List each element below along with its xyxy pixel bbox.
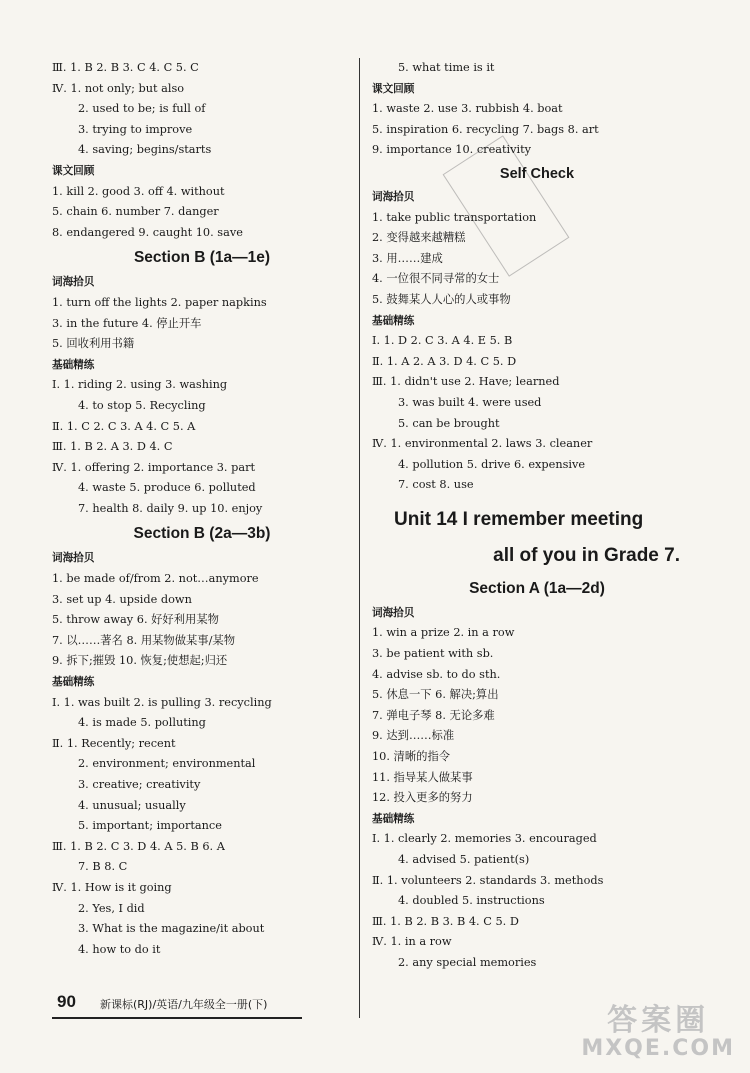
answer-line: 11. 指导某人做某事 [372, 770, 473, 784]
subsection-heading: 词海拾贝 [52, 552, 95, 565]
answer-line: 7. 以……著名 8. 用某物做某事/某物 [52, 633, 235, 647]
subsection-heading: 词海拾贝 [372, 606, 415, 619]
section-title: Section B (2a—3b) [133, 525, 271, 543]
unit-title: Unit 14 I remember meeting [394, 508, 644, 530]
answer-line: Ⅲ. 1. didn't use 2. Have; learned [372, 375, 560, 389]
answer-line: 3. What is the magazine/it about [78, 922, 265, 936]
watermark [581, 1003, 735, 1063]
answer-line: 1. waste 2. use 3. rubbish 4. boat [372, 102, 563, 116]
watermark-line-2: MXQE.COM [581, 1036, 735, 1061]
answer-line: 2. Yes, I did [78, 901, 145, 915]
answer-line: Ⅳ. 1. not only; but also [52, 81, 185, 95]
answer-line: 1. win a prize 2. in a row [372, 626, 515, 640]
answer-line: Ⅱ. 1. C 2. C 3. A 4. C 5. A [52, 419, 196, 433]
answer-line: Ⅳ. 1. environmental 2. laws 3. cleaner [372, 437, 593, 451]
answer-line: 4. pollution 5. drive 6. expensive [398, 457, 586, 471]
answer-line: Ⅲ. 1. B 2. B 3. C 4. C 5. C [52, 61, 199, 74]
answer-line: Ⅳ. 1. offering 2. importance 3. part [52, 460, 256, 474]
subsection-heading: 课文回顾 [372, 82, 415, 95]
subsection-heading: 基础精练 [52, 358, 95, 371]
subsection-heading: 词海拾贝 [52, 276, 95, 289]
answer-line: 7. B 8. C [78, 860, 128, 874]
subsection-heading: 基础精练 [372, 314, 415, 327]
footer-rule [52, 1017, 302, 1019]
answer-line: Ⅰ. 1. was built 2. is pulling 3. recycling [52, 695, 272, 709]
answer-line: 5. what time is it [398, 61, 495, 74]
answer-line: 7. 弹电子琴 8. 无论多难 [372, 708, 495, 722]
answer-line: 1. be made of/from 2. not…anymore [52, 572, 259, 586]
answer-line: 12. 投入更多的努力 [372, 791, 473, 805]
answer-line: 5. 回收利用书籍 [52, 337, 135, 351]
answer-line: 7. health 8. daily 9. up 10. enjoy [78, 501, 263, 515]
answer-line: Ⅱ. 1. A 2. A 3. D 4. C 5. D [372, 354, 517, 368]
answer-line: 5. can be brought [398, 416, 500, 430]
answer-line: 9. 拆下;摧毁 10. 恢复;使想起;归还 [52, 654, 228, 668]
answer-line: 1. kill 2. good 3. off 4. without [52, 184, 225, 198]
page-number: 90 [57, 992, 76, 1011]
answer-line: 10. 清晰的指令 [372, 750, 451, 764]
section-title: Section B (1a—1e) [133, 249, 271, 267]
answer-line: 2. any special memories [398, 955, 537, 969]
subsection-heading: 词海拾贝 [372, 190, 415, 203]
answer-line: 4. saving; begins/starts [78, 143, 212, 157]
answer-line: 5. important; importance [78, 819, 222, 833]
answer-line: 5. inspiration 6. recycling 7. bags 8. art [372, 122, 599, 136]
subsection-heading: 基础精练 [372, 812, 415, 825]
answer-line: 3. in the future 4. 停止开车 [52, 316, 202, 330]
unit-title: all of you in Grade 7. [493, 544, 680, 566]
subsection-heading: 课文回顾 [52, 164, 95, 177]
answer-line: 2. environment; environmental [78, 757, 256, 771]
answer-line: Ⅰ. 1. riding 2. using 3. washing [52, 378, 228, 392]
answer-line: 4. how to do it [78, 942, 161, 956]
answer-line: 4. unusual; usually [78, 798, 186, 812]
column-divider [359, 58, 360, 1018]
left-column [52, 58, 352, 960]
subsection-heading: 基础精练 [52, 676, 95, 689]
answer-line: 2. 变得越来越糟糕 [372, 231, 466, 245]
answer-line: 5. throw away 6. 好好利用某物 [52, 613, 219, 627]
right-column [372, 58, 702, 974]
answer-line: 5. 鼓舞某人人心的人或事物 [372, 292, 511, 306]
answer-line: Ⅰ. 1. D 2. C 3. A 4. E 5. B [372, 334, 513, 348]
answer-line: 4. advise sb. to do sth. [372, 667, 501, 681]
watermark-line-1: 答案圈 [607, 1003, 710, 1038]
answer-line: 4. doubled 5. instructions [398, 894, 545, 908]
answer-line: 3. was built 4. were used [398, 395, 542, 409]
answer-line: 3. set up 4. upside down [52, 592, 192, 606]
answer-line: Ⅱ. 1. volunteers 2. standards 3. methods [372, 873, 604, 887]
answer-line: Ⅱ. 1. Recently; recent [52, 736, 176, 750]
answer-line: 4. 一位很不同寻常的女士 [372, 272, 500, 286]
footer-book-info: 新课标(RJ)/英语/九年级全一册(下) [100, 998, 268, 1011]
answer-line: 4. to stop 5. Recycling [78, 398, 206, 412]
answer-line: Ⅲ. 1. B 2. B 3. B 4. C 5. D [372, 914, 519, 928]
answer-line: Ⅲ. 1. B 2. A 3. D 4. C [52, 440, 173, 454]
answer-line: 3. be patient with sb. [372, 647, 494, 661]
answer-line: 7. cost 8. use [398, 478, 474, 492]
answer-line: Ⅳ. 1. in a row [372, 935, 452, 949]
answer-line: 5. chain 6. number 7. danger [52, 205, 219, 219]
section-title: Section A (1a—2d) [469, 579, 605, 597]
section-title: Self Check [499, 165, 575, 182]
answer-line: 1. take public transportation [372, 210, 537, 224]
answer-line: 9. 达到……标准 [372, 729, 455, 743]
answer-line: Ⅲ. 1. B 2. C 3. D 4. A 5. B 6. A [52, 839, 225, 853]
answer-line: 3. 用……建成 [372, 251, 443, 265]
answer-line: 4. is made 5. polluting [78, 716, 206, 730]
answer-line: Ⅰ. 1. clearly 2. memories 3. encouraged [372, 832, 597, 846]
answer-line: 9. importance 10. creativity [372, 143, 532, 157]
answer-line: Ⅳ. 1. How is it going [52, 880, 172, 894]
answer-line: 8. endangered 9. caught 10. save [52, 225, 243, 239]
answer-line: 4. advised 5. patient(s) [398, 853, 530, 866]
answer-line: 5. 休息一下 6. 解决;算出 [372, 688, 499, 702]
answer-line: 3. creative; creativity [78, 778, 201, 791]
answer-line: 2. used to be; is full of [78, 102, 206, 116]
answer-line: 1. turn off the lights 2. paper napkins [52, 295, 267, 309]
answer-line: 3. trying to improve [78, 122, 193, 136]
answer-line: 4. waste 5. produce 6. polluted [78, 481, 256, 495]
